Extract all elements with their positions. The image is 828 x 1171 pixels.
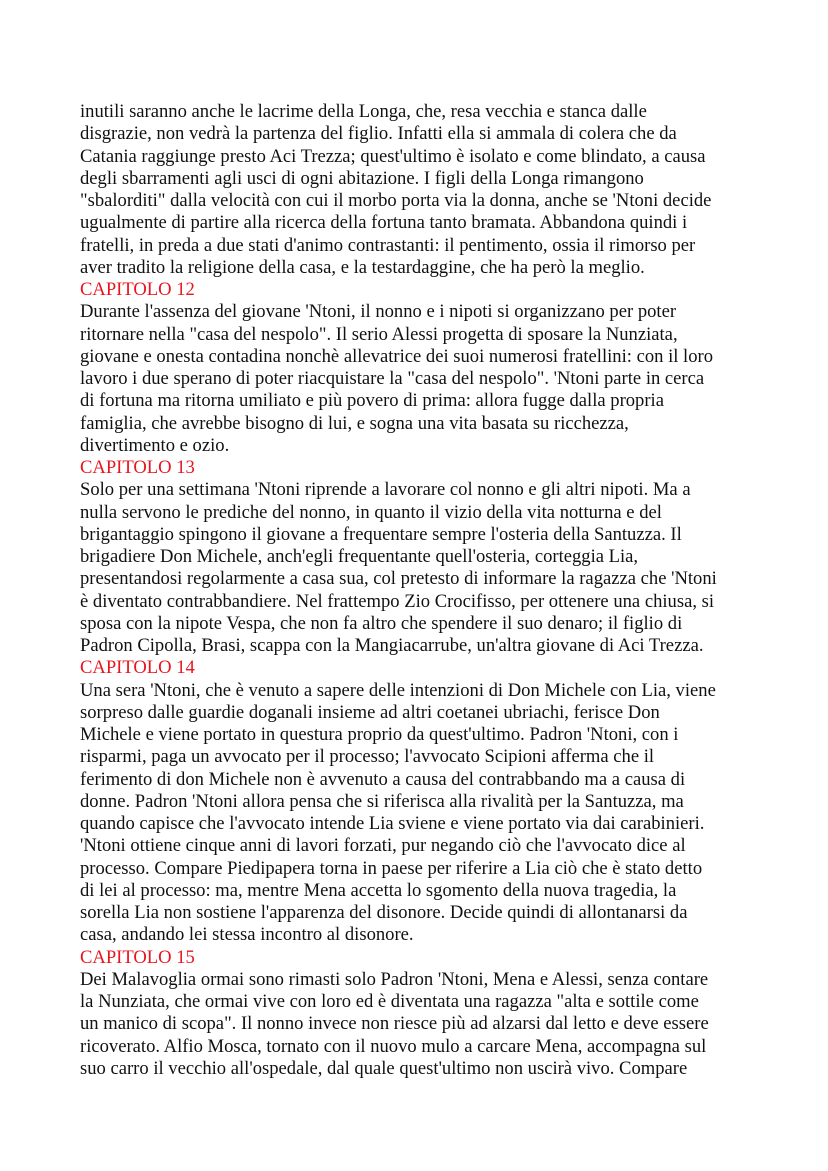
chapter-14 <box>80 657 780 946</box>
text-line: di fortuna ma ritorna umiliato e più povero di prima: allora fugge dalla propria <box>80 390 664 412</box>
text-line: la Nunziata, che ormai vive con loro ed è diventata una ragazza "alta e sottile come <box>80 991 699 1012</box>
text-line: Solo per una settimana 'Ntoni riprende a lavorare col nonno e gli altri nipoti. Ma a <box>80 479 691 501</box>
text-line: suo carro il vecchio all'ospedale, dal quale quest'ultimo non uscirà vivo. Compare <box>80 1057 688 1079</box>
text-line: ricoverato. Alfio Mosca, tornato con il nuovo mulo a carcare Mena, accompagna sul <box>80 1035 707 1057</box>
text-line: sposa con la nipote Vespa, che non fa altro che spendere il suo denaro; il figlio di <box>80 612 683 634</box>
text-line: ritornare nella "casa del nespolo". Il serio Alessi progetta di sposare la Nunziata, <box>80 323 678 345</box>
text-line: Padron Cipolla, Brasi, scappa con la Mangiacarrube, un'altra giovane di Aci Trezza. <box>80 635 704 656</box>
text-line: di lei al processo: ma, mentre Mena accetta lo sgomento della nuova tragedia, la <box>80 879 677 901</box>
text-line: presentandosi regolarmente a casa sua, col pretesto di informare la ragazza che 'Ntoni <box>80 568 717 590</box>
text-line: è diventato contrabbandiere. Nel frattempo Zio Crocifisso, per ottenere una chiusa, si <box>80 590 715 612</box>
text-line: 'Ntoni ottiene cinque anni di lavori forzati, pur negando ciò che l'avvocato dice al <box>80 835 686 857</box>
text-line: aver tradito la religione della casa, e la testardaggine, che ha però la meglio. <box>80 256 645 278</box>
text-line: divertimento e ozio. <box>80 434 230 456</box>
text-line: nulla servono le prediche del nonno, in quanto il vizio della vita notturna e del <box>80 501 662 523</box>
intro-paragraph <box>80 101 780 279</box>
text-line: Durante l'assenza del giovane 'Ntoni, il nonno e i nipoti si organizzano per poter <box>80 301 677 323</box>
text-line: risparmi, paga un avvocato per il processo; l'avvocato Scipioni afferma che il <box>80 746 655 768</box>
text-line: degli sbarramenti agli usci di ogni abitazione. I figli della Longa rimangono <box>80 167 644 189</box>
text-line: Catania raggiunge presto Aci Trezza; quest'ultimo è isolato e come blindato, a causa <box>80 145 706 167</box>
text-line: quando capisce che l'avvocato intende Lia sviene e viene portato via dai carabinieri. <box>80 813 705 834</box>
chapter-13 <box>80 457 780 657</box>
text-line: sorpreso dalle guardie doganali insieme ad altri coetanei ubriachi, ferisce Don <box>80 701 660 723</box>
text-line: inutili saranno anche le lacrime della Longa, che, resa vecchia e stanca dalle <box>80 101 647 122</box>
text-line: brigadiere Don Michele, anch'egli frequentante quell'osteria, corteggia Lia, <box>80 546 639 567</box>
chapter-heading: CAPITOLO 14 <box>80 657 195 679</box>
document-page <box>80 101 780 1080</box>
chapter-heading: CAPITOLO 15 <box>80 946 195 968</box>
chapter-heading: CAPITOLO 13 <box>80 457 195 478</box>
chapter-12 <box>80 279 780 457</box>
text-line: giovane e onesta contadina nonchè allevatrice dei suoi numerosi fratellini: con il loro <box>80 345 714 367</box>
text-line: Michele e viene portato in questura proprio da quest'ultimo. Padron 'Ntoni, con i <box>80 724 679 745</box>
text-line: donne. Padron 'Ntoni allora pensa che si riferisca alla rivalità per la Santuzza, ma <box>80 790 684 812</box>
text-line: disgrazie, non vedrà la partenza del figlio. Infatti ella si ammala di colera che da <box>80 123 677 145</box>
text-line: processo. Compare Piedipapera torna in paese per riferire a Lia ciò che è stato detto <box>80 857 703 879</box>
text-line: un manico di scopa". Il nonno invece non riesce più ad alzarsi dal letto e deve essere <box>80 1013 709 1035</box>
text-line: "sbalorditi" dalla velocità con cui il morbo porta via la donna, anche se 'Ntoni decide <box>80 190 712 211</box>
text-line: casa, andando lei stessa incontro al disonore. <box>80 924 414 946</box>
text-line: lavoro i due sperano di poter riacquistare la "casa del nespolo". 'Ntoni parte in cerca <box>80 368 705 389</box>
text-line: ugualmente di partire alla ricerca della fortuna tanto bramata. Abbandona quindi i <box>80 212 688 234</box>
chapter-15 <box>80 947 780 1081</box>
text-line: sorella Lia non sostiene l'apparenza del disonore. Decide quindi di allontanarsi da <box>80 902 688 923</box>
text-line: brigantaggio spingono il giovane a frequentare sempre l'osteria della Santuzza. Il <box>80 523 682 545</box>
text-line: famiglia, che avrebbe bisogno di lui, e sogna una vita basata su ricchezza, <box>80 412 629 434</box>
text-line: Una sera 'Ntoni, che è venuto a sapere delle intenzioni di Don Michele con Lia, viene <box>80 679 716 701</box>
text-line: Dei Malavoglia ormai sono rimasti solo Padron 'Ntoni, Mena e Alessi, senza contare <box>80 968 709 990</box>
text-line: ferimento di don Michele non è avvenuto a causa del contrabbando ma a causa di <box>80 768 686 790</box>
text-line: fratelli, in preda a due stati d'animo contrastanti: il pentimento, ossia il rimorso per <box>80 234 696 256</box>
chapter-heading: CAPITOLO 12 <box>80 279 195 300</box>
